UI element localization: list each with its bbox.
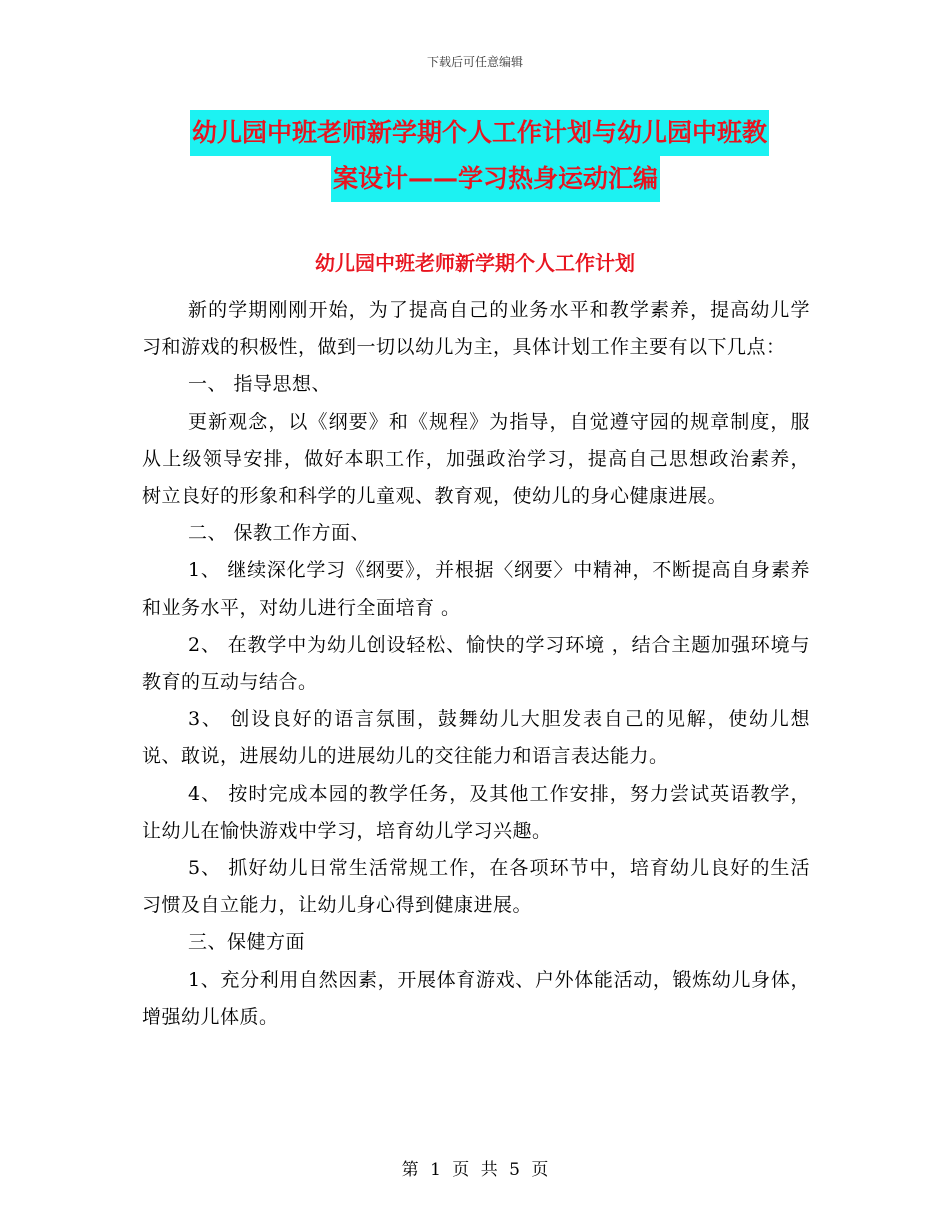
paragraph: 2、 在教学中为幼儿创设轻松、愉快的学习环境 ，结合主题加强环境与教育的互动与结合。 bbox=[142, 633, 810, 694]
paragraph: 3、 创设良好的语言氛围，鼓舞幼儿大胆发表自己的见解，使幼儿想说、敢说，进展幼儿的进展幼儿的交往能力和语言表达能力。 bbox=[142, 708, 810, 768]
document-body bbox=[142, 292, 810, 1036]
paragraph: 二、 保教工作方面、 bbox=[188, 522, 371, 545]
paragraph: 1、 继续深化学习《纲要》，并根据〈纲要〉中精神，不断提高自身素养和业务水平，对幼儿进行全面培育 。 bbox=[142, 559, 810, 619]
paragraph: 一、 指导思想、 bbox=[188, 373, 332, 396]
title-line-1: 幼儿园中班老师新学期个人工作计划与幼儿园中班教 bbox=[190, 110, 769, 156]
document-title bbox=[190, 110, 810, 202]
title-line-2: 案设计——学习热身运动汇编 bbox=[331, 156, 660, 202]
page-header-note: 下载后可任意编辑 bbox=[426, 55, 523, 69]
paragraph: 三、保健方面 bbox=[188, 931, 306, 954]
paragraph: 1、充分利用自然因素，开展体育游戏、户外体能活动，锻炼幼儿身体，增强幼儿体质。 bbox=[142, 968, 810, 1028]
page-number-footer: 第 1 页 共 5 页 bbox=[401, 1160, 549, 1180]
paragraph: 更新观念，以《纲要》和《规程》为指导，自觉遵守园的规章制度，服从上级领导安排，做好本职工作，加强政治学习，提高自己思想政治素养， 树立良好的形象和科学的儿童观、教育观，使幼儿的身心健康进展。 bbox=[142, 410, 810, 508]
section-title: 幼儿园中班老师新学期个人工作计划 bbox=[315, 251, 635, 275]
paragraph: 新的学期刚刚开始，为了提高自己的业务水平和教学素养，提高幼儿学习和游戏的积极性，做到一切以幼儿为主，具体计划工作主要有以下几点： bbox=[142, 299, 810, 359]
paragraph: 5、 抓好幼儿日常生活常规工作，在各项环节中，培育幼儿良好的生活习惯及自立能力，让幼儿身心得到健康进展。 bbox=[142, 857, 810, 917]
paragraph: 4、 按时完成本园的教学任务，及其他工作安排，努力尝试英语教学，让幼儿在愉快游戏中学习，培育幼儿学习兴趣。 bbox=[142, 782, 810, 842]
